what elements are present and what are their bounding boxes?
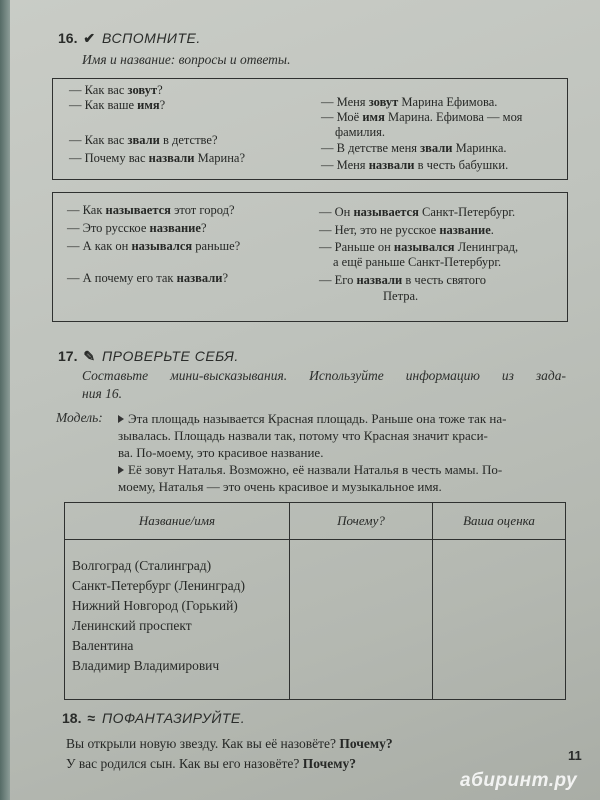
ex17-subtitle-line1: Составьте мини-высказывания. Используйте информацию из зада-	[82, 368, 566, 383]
box1-right-line	[321, 110, 522, 125]
text-segment: — Как вас	[69, 83, 128, 97]
ex18-question-son	[66, 756, 356, 772]
why-cell-empty	[290, 540, 433, 700]
text-segment: а ещё раньше Санкт-Петербург.	[333, 255, 502, 269]
text-segment: в детстве?	[159, 133, 218, 147]
model-line: Её зовут Наталья. Возможно, её назвали Наталья в честь мамы. По-	[118, 461, 568, 478]
text-segment: в честь святого	[402, 273, 487, 287]
ex17-number: 17.	[58, 348, 78, 364]
arrow-bullet-icon	[118, 466, 124, 474]
box1-right-line	[321, 141, 507, 156]
keyword: зовут	[368, 95, 399, 109]
pencil-icon: ✎	[83, 348, 96, 364]
keyword: имя	[137, 98, 160, 112]
text-segment: Марина. Ефимова — моя	[384, 110, 523, 124]
header-rating: Ваша оценка	[433, 503, 566, 540]
keyword: название	[439, 223, 491, 237]
text-segment: Ленинград,	[454, 240, 519, 254]
text-segment: Маринка.	[452, 141, 507, 155]
text-segment: — Его	[319, 273, 357, 287]
box2-right-line	[319, 273, 486, 288]
box1-right-line	[321, 158, 508, 173]
keyword: называется	[353, 205, 419, 219]
text-segment: — В детстве меня	[321, 141, 421, 155]
keyword: зовут	[127, 83, 158, 97]
keyword: называется	[105, 203, 171, 217]
box2-right-line	[383, 289, 418, 304]
text-segment: ?	[157, 83, 163, 97]
keyword: звали	[420, 141, 453, 155]
model-text	[118, 410, 568, 495]
box1-left-line	[69, 98, 165, 113]
ex17-subtitle-line2: ния 16.	[82, 386, 122, 401]
text-segment: в честь бабушки.	[414, 158, 509, 172]
box1-left-line	[69, 133, 218, 148]
ex16-title: ВСПОМНИТЕ.	[101, 30, 201, 46]
waves-icon: ≈	[87, 710, 96, 726]
text-segment: — Это русское	[67, 221, 150, 235]
text-segment: .	[490, 223, 494, 237]
text-segment: Петра.	[383, 289, 419, 303]
box2-left-line	[67, 239, 240, 254]
text-segment: этот город?	[170, 203, 235, 217]
text-segment: — А почему его так	[67, 271, 177, 285]
text-segment: — Меня	[321, 95, 369, 109]
list-item: Санкт-Петербург (Ленинград)	[72, 578, 246, 593]
table-header-row	[65, 503, 566, 540]
box1-right-line	[335, 125, 385, 140]
text-segment: — А как он	[67, 239, 132, 253]
ex17-table	[64, 502, 566, 700]
box2-right-line	[333, 255, 501, 270]
box2-left-line	[67, 203, 235, 218]
list-item: Валентина	[72, 638, 134, 653]
box1-right-line	[321, 95, 497, 110]
box1-left-line	[69, 151, 245, 166]
ex18-number: 18.	[62, 710, 82, 726]
list-item: Владимир Владимирович	[72, 658, 220, 673]
text-segment: Вы открыли новую звезду. Как вы её назовёте?	[66, 736, 340, 751]
keyword: назвали	[356, 273, 403, 287]
box2-left-line	[67, 271, 228, 286]
ex16-box-name-dialog	[52, 78, 568, 180]
model-line: ва. По-моему, это красивое название.	[118, 445, 324, 460]
ex18-heading	[62, 710, 245, 726]
ex16-number: 16.	[58, 30, 78, 46]
model-line: Эта площадь называется Красная площадь. Раньше она тоже так на-	[118, 410, 568, 427]
checkmark-icon: ✔	[83, 30, 96, 46]
list-item: Ленинский проспект	[72, 618, 192, 633]
keyword: назывался	[393, 240, 455, 254]
text-segment: — Почему вас	[69, 151, 149, 165]
keyword: назвали	[148, 151, 195, 165]
text-segment: — Как вас	[69, 133, 128, 147]
watermark-text: абиринт.ру	[460, 770, 578, 791]
text-segment: У вас родился сын. Как вы его назовёте?	[66, 756, 303, 771]
names-list	[66, 556, 288, 676]
page-number: 11	[568, 748, 582, 763]
box2-right-line	[319, 223, 494, 238]
ex17-title: ПРОВЕРЬТЕ СЕБЯ.	[101, 348, 239, 364]
header-name: Название/имя	[65, 503, 290, 540]
box2-right-line	[319, 240, 518, 255]
text-segment: раньше?	[192, 239, 241, 253]
text-segment: — Нет, это не русское	[319, 223, 440, 237]
text-segment: — Как ваше	[69, 98, 138, 112]
text-segment: ?	[222, 271, 228, 285]
text-segment: ?	[159, 98, 166, 112]
keyword: Почему?	[339, 736, 393, 751]
keyword: звали	[127, 133, 160, 147]
ex17-heading	[58, 348, 239, 365]
list-item: Волгоград (Сталинград)	[72, 558, 212, 573]
list-item: Нижний Новгород (Горький)	[72, 598, 238, 613]
ex16-box-title-dialog	[52, 192, 568, 322]
box1-left-line	[69, 83, 163, 98]
names-cell	[65, 540, 290, 700]
ex16-heading	[58, 30, 201, 47]
text-segment: — Моё	[321, 110, 363, 124]
ex18-title: ПОФАНТАЗИРУЙТЕ.	[101, 710, 246, 726]
text-segment: Санкт-Петербург.	[418, 205, 516, 219]
rating-cell-empty	[433, 540, 566, 700]
keyword: назвали	[176, 271, 223, 285]
arrow-bullet-icon	[118, 415, 124, 423]
keyword: Почему?	[302, 756, 356, 771]
box2-right-line	[319, 205, 515, 220]
ex16-subtitle: Имя и название: вопросы и ответы.	[82, 52, 291, 67]
text-segment: — Меня	[321, 158, 369, 172]
keyword: название	[149, 221, 201, 235]
text-segment: ?	[200, 221, 207, 235]
ex18-question-star	[66, 736, 393, 752]
header-why: Почему?	[290, 503, 433, 540]
table-body-row	[65, 540, 566, 700]
box2-left-line	[67, 221, 207, 236]
text-segment: Марина Ефимова.	[398, 95, 498, 109]
text-segment: — Как	[67, 203, 106, 217]
text-segment: — Раньше он	[319, 240, 394, 254]
keyword: назывался	[131, 239, 193, 253]
model-line: зывалась. Площадь назвали так, потому что Красная значит краси-	[118, 428, 488, 443]
text-segment: — Он	[319, 205, 354, 219]
model-label: Модель:	[56, 410, 103, 425]
keyword: назвали	[368, 158, 415, 172]
model-line: моему, Наталья — это очень красивое и музыкальное имя.	[118, 479, 442, 494]
text-segment: Марина?	[194, 151, 245, 165]
keyword: имя	[362, 110, 385, 124]
text-segment: фамилия.	[335, 125, 386, 139]
page-content	[8, 0, 600, 800]
